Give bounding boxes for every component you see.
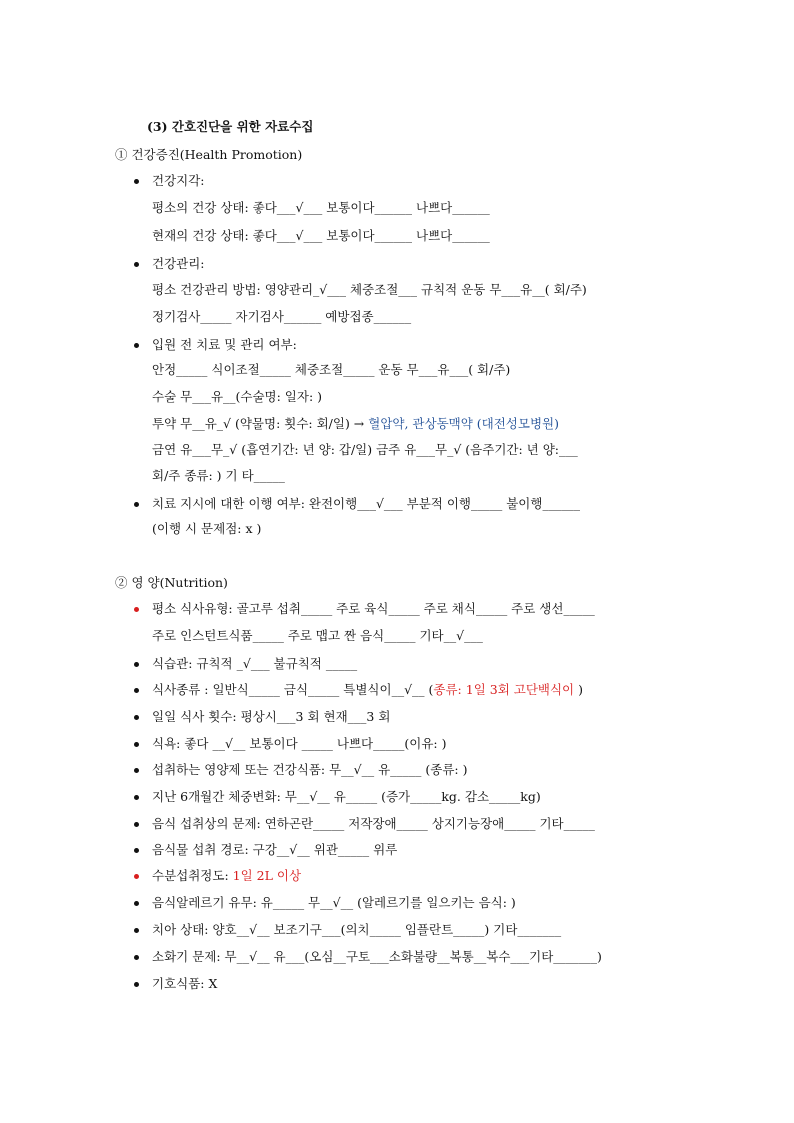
fluid-intake	[152, 868, 301, 884]
pre-admission-row-smoking-drinking: 금연 유___무_√ (흡연기간: 년 양: 갑/일) 금주 유___무_√ (음주기간: 년 양:___	[152, 442, 578, 457]
pre-admission-row-rest: 안정_____ 식이조절_____ 체중조절_____ 운동 무___유___( 회/주)	[152, 362, 511, 377]
fluid-intake-label: 수분섭취정도:	[152, 868, 233, 883]
health-checks: 정기검사_____ 자기검사______ 예방접종______	[152, 309, 412, 324]
usual-diet-type-cont: 주로 인스턴트식품_____ 주로 맵고 짠 음식_____ 기타__√___	[152, 628, 483, 643]
bullet-icon	[134, 502, 139, 507]
bullet-icon	[134, 742, 139, 747]
bullet-icon	[134, 662, 139, 667]
appetite: 식욕: 좋다 __√__ 보통이다 _____ 나쁘다_____(이유: )	[152, 736, 447, 751]
medication-detail: 혈압약, 관상동맥약 (대전성모병원)	[368, 416, 559, 431]
health-management-label: 건강관리:	[152, 256, 205, 271]
bullet-icon	[134, 955, 139, 960]
bullet-icon	[134, 795, 139, 800]
pre-admission-row-drinking-cont: 회/주 종류: ) 기 타_____	[152, 468, 285, 483]
pre-admission-row-medication	[152, 416, 559, 432]
supplements: 섭취하는 영양제 또는 건강식품: 무__√__ 유_____ (종류: )	[152, 762, 468, 777]
weight-change: 지난 6개월간 체중변화: 무__√__ 유_____ (증가_____kg. 감소_____kg)	[152, 789, 541, 804]
current-health-status: 현재의 건강 상태: 좋다___√___ 보통이다______ 나쁘다______	[152, 228, 490, 243]
intake-problem: 음식 섭취상의 문제: 연하곤란_____ 저작장애_____ 상지기능장애_____ 기타_____	[152, 816, 595, 831]
usual-health-status: 평소의 건강 상태: 좋다___√___ 보통이다______ 나쁘다______	[152, 200, 490, 215]
bullet-icon	[134, 715, 139, 720]
meal-type-close: )	[574, 682, 583, 697]
health-management-methods: 평소 건강관리 방법: 영양관리_√___ 체중조절___ 규칙적 운동 무___유__( 회/주)	[152, 282, 587, 297]
usual-diet-type: 평소 식사유형: 골고루 섭취_____ 주로 육식_____ 주로 채식_____ 주로 생선_____	[152, 601, 595, 616]
meal-type-detail: 종류: 1일 3회 고단백식이	[433, 682, 575, 697]
bullet-icon	[134, 607, 139, 612]
bullet-icon	[134, 688, 139, 693]
daily-meal-count: 일일 식사 횟수: 평상시___3 회 현재___3 회	[152, 709, 391, 724]
bullet-icon	[134, 982, 139, 987]
preferred-food: 기호식품: X	[152, 976, 218, 991]
bullet-icon	[134, 179, 139, 184]
eating-habit: 식습관: 규칙적 _√___ 불규칙적 _____	[152, 656, 358, 671]
pre-admission-label: 입원 전 치료 및 관리 여부:	[152, 337, 297, 352]
bullet-icon	[134, 848, 139, 853]
section-health-promotion-title: ① 건강증진(Health Promotion)	[115, 147, 303, 162]
bullet-icon	[134, 822, 139, 827]
intake-route: 음식물 섭취 경로: 구강__√__ 위관_____ 위루	[152, 842, 398, 857]
meal-type	[152, 682, 583, 698]
meal-type-text: 식사종류 : 일반식_____ 금식_____ 특별식이__√__ (	[152, 682, 434, 697]
treatment-compliance: 치료 지시에 대한 이행 여부: 완전이행___√___ 부분적 이행_____ 불이행______	[152, 496, 580, 511]
page-heading: (3) 간호진단을 위한 자료수집	[147, 119, 314, 134]
bullet-icon	[134, 343, 139, 348]
dental-status: 치아 상태: 양호__√__ 보조기구___(의치_____ 임플란트_____) 기타_______	[152, 922, 562, 937]
bullet-icon	[134, 928, 139, 933]
pre-admission-row-surgery: 수술 무___유__(수술명: 일자: )	[152, 389, 323, 404]
bullet-icon	[134, 768, 139, 773]
compliance-problem: (이행 시 문제점: x )	[152, 521, 262, 536]
health-perception-label: 건강지각:	[152, 173, 205, 188]
bullet-icon	[134, 262, 139, 267]
bullet-icon	[134, 874, 139, 879]
section-nutrition-title: ② 영 양(Nutrition)	[115, 575, 228, 590]
bullet-icon	[134, 901, 139, 906]
digestive-problem: 소화기 문제: 무__√__ 유___(오심__구토___소화불량__복통__복수___기타_______)	[152, 949, 602, 964]
medication-text: 투약 무__유_√ (약물명: 횟수: 회/일) →	[152, 416, 369, 431]
fluid-intake-value: 1일 2L 이상	[232, 868, 302, 883]
food-allergy: 음식알레르기 유무: 유_____ 무__√__ (알레르기를 일으키는 음식: )	[152, 895, 516, 910]
